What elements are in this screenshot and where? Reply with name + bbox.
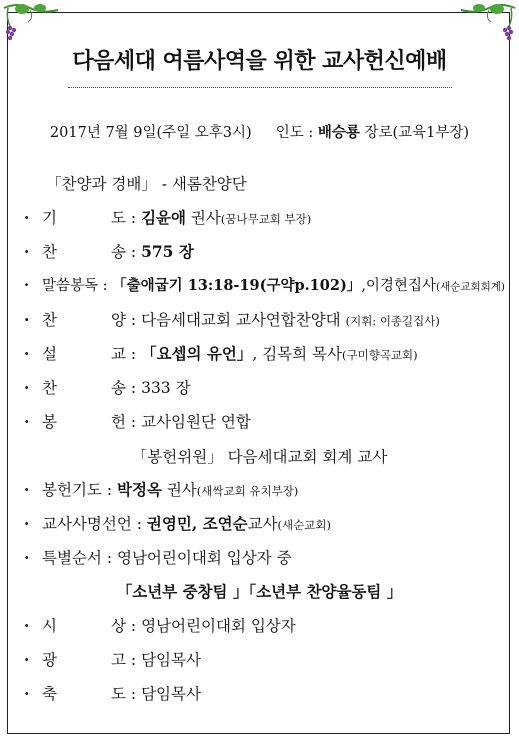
item-label: 시 상 bbox=[42, 617, 126, 635]
item-label: 기 도 bbox=[42, 209, 126, 227]
leader-label: 인도 : bbox=[275, 125, 314, 141]
bullet: · bbox=[24, 650, 30, 669]
item-label: 설 교 bbox=[42, 345, 126, 363]
bullet: · bbox=[24, 344, 30, 363]
item-name: 575 장 bbox=[141, 242, 194, 261]
grapevine-right-ornament bbox=[459, 0, 519, 46]
program-item-offering: · 봉 헌 : 교사임원단 연합 bbox=[24, 410, 251, 434]
program-item-offering-prayer: · 봉헌기도 : 박정옥 권사(새싹교회 유치부장) bbox=[24, 478, 298, 502]
bullet: · bbox=[24, 480, 30, 499]
item-name: 김윤애 bbox=[141, 208, 186, 227]
item-note: (꿈나무교회 부장) bbox=[220, 212, 312, 226]
bullet: · bbox=[24, 310, 30, 329]
item-value: 333 장 bbox=[141, 379, 191, 397]
praise-intro: 「찬양과 경배」 - 새롬찬양단 bbox=[46, 175, 247, 193]
item-name: 권영민, 조연순 bbox=[146, 514, 248, 533]
item-name: 박정옥 bbox=[116, 480, 162, 499]
special-teams: 「소년부 중창팀 」「소년부 찬양율동팀 」 bbox=[116, 582, 403, 601]
item-value: 영남어린이대회 입상자 bbox=[141, 617, 296, 635]
item-label: 광 고 bbox=[42, 651, 126, 669]
item-label: 봉헌기도 bbox=[42, 481, 102, 499]
item-label: 찬 양 bbox=[42, 311, 126, 329]
grapevine-left-ornament bbox=[0, 0, 60, 46]
bullet: · bbox=[24, 514, 30, 533]
item-value: 영남어린이대회 입상자 중 bbox=[116, 549, 292, 567]
bullet: · bbox=[24, 242, 30, 261]
program-item-prayer: · 기 도 : 김윤애 권사(꿈나무교회 부장) bbox=[24, 206, 311, 230]
date-leader-line bbox=[0, 121, 519, 142]
leader-title: 장로(교육1부장) bbox=[364, 125, 470, 141]
bullet: · bbox=[24, 378, 30, 397]
bullet: · bbox=[24, 412, 30, 431]
item-value: 다음세대교회 교사연합찬양대 bbox=[141, 311, 346, 329]
item-label: 봉 헌 bbox=[42, 413, 126, 431]
bullet: · bbox=[24, 616, 30, 635]
program-item-teacher-declaration: · 교사사명선언 : 권영민, 조연순교사(새순교회) bbox=[24, 512, 331, 536]
leader-name: 배승룡 bbox=[317, 124, 360, 141]
item-value: 담임목사 bbox=[141, 651, 201, 669]
bullet: · bbox=[24, 548, 30, 567]
item-label: 축 도 bbox=[42, 685, 126, 703]
item-label: 찬 송 bbox=[42, 243, 126, 261]
item-note: (구미향곡교회) bbox=[342, 348, 418, 362]
item-note: (새싹교회 유치부장) bbox=[196, 484, 299, 498]
page-title: 다음세대 여름사역을 위한 교사헌신예배 bbox=[72, 49, 447, 74]
bullet: · bbox=[24, 277, 30, 294]
program-item-hymn-1: · 찬 송 : 575 장 bbox=[24, 240, 194, 264]
item-label: 말씀봉독 bbox=[42, 278, 99, 294]
program-item-awards: · 시 상 : 영남어린이대회 입상자 bbox=[24, 614, 296, 638]
bullet: · bbox=[24, 208, 30, 227]
item-label: 특별순서 bbox=[42, 549, 102, 567]
item-note: (지휘: 이종길집사) bbox=[345, 314, 440, 328]
program-item-hymn-2: · 찬 송 : 333 장 bbox=[24, 376, 191, 400]
item-note: (새순교회회계) bbox=[435, 281, 506, 293]
item-value: 담임목사 bbox=[141, 685, 201, 703]
item-value: 교사임원단 연합 bbox=[141, 413, 251, 431]
program-item-benediction: · 축 도 : 담임목사 bbox=[24, 682, 201, 706]
item-label: 찬 송 bbox=[42, 379, 126, 397]
item-note: (새순교회) bbox=[277, 518, 331, 532]
service-date: 2017년 7월 9일(주일 오후3시) bbox=[49, 125, 252, 141]
offering-committee: 「봉헌위원」 다음세대교회 회계 교사 bbox=[131, 448, 388, 466]
program-item-special: · 특별순서 : 영남어린이대회 입상자 중 bbox=[24, 546, 292, 570]
program-item-announcements: · 광 고 : 담임목사 bbox=[24, 648, 201, 672]
bullet: · bbox=[24, 684, 30, 703]
program-item-scripture: · 말씀봉독 : 「출애굽기 13:18-19(구약p.102)」,이경현집사(새순교회회계) bbox=[24, 274, 505, 298]
program-item-sermon: · 설 교 : 「요셉의 유언」, 김목희 목사(구미향곡교회) bbox=[24, 342, 418, 366]
title-divider bbox=[68, 87, 452, 88]
item-name: 「출애굽기 13:18-19(구약p.102)」 bbox=[112, 277, 362, 294]
program-item-choir: · 찬 양 : 다음세대교회 교사연합찬양대 (지휘: 이종길집사) bbox=[24, 308, 440, 332]
item-label: 교사사명선언 bbox=[42, 515, 132, 533]
item-name: 「요셉의 유언」 bbox=[141, 344, 253, 363]
